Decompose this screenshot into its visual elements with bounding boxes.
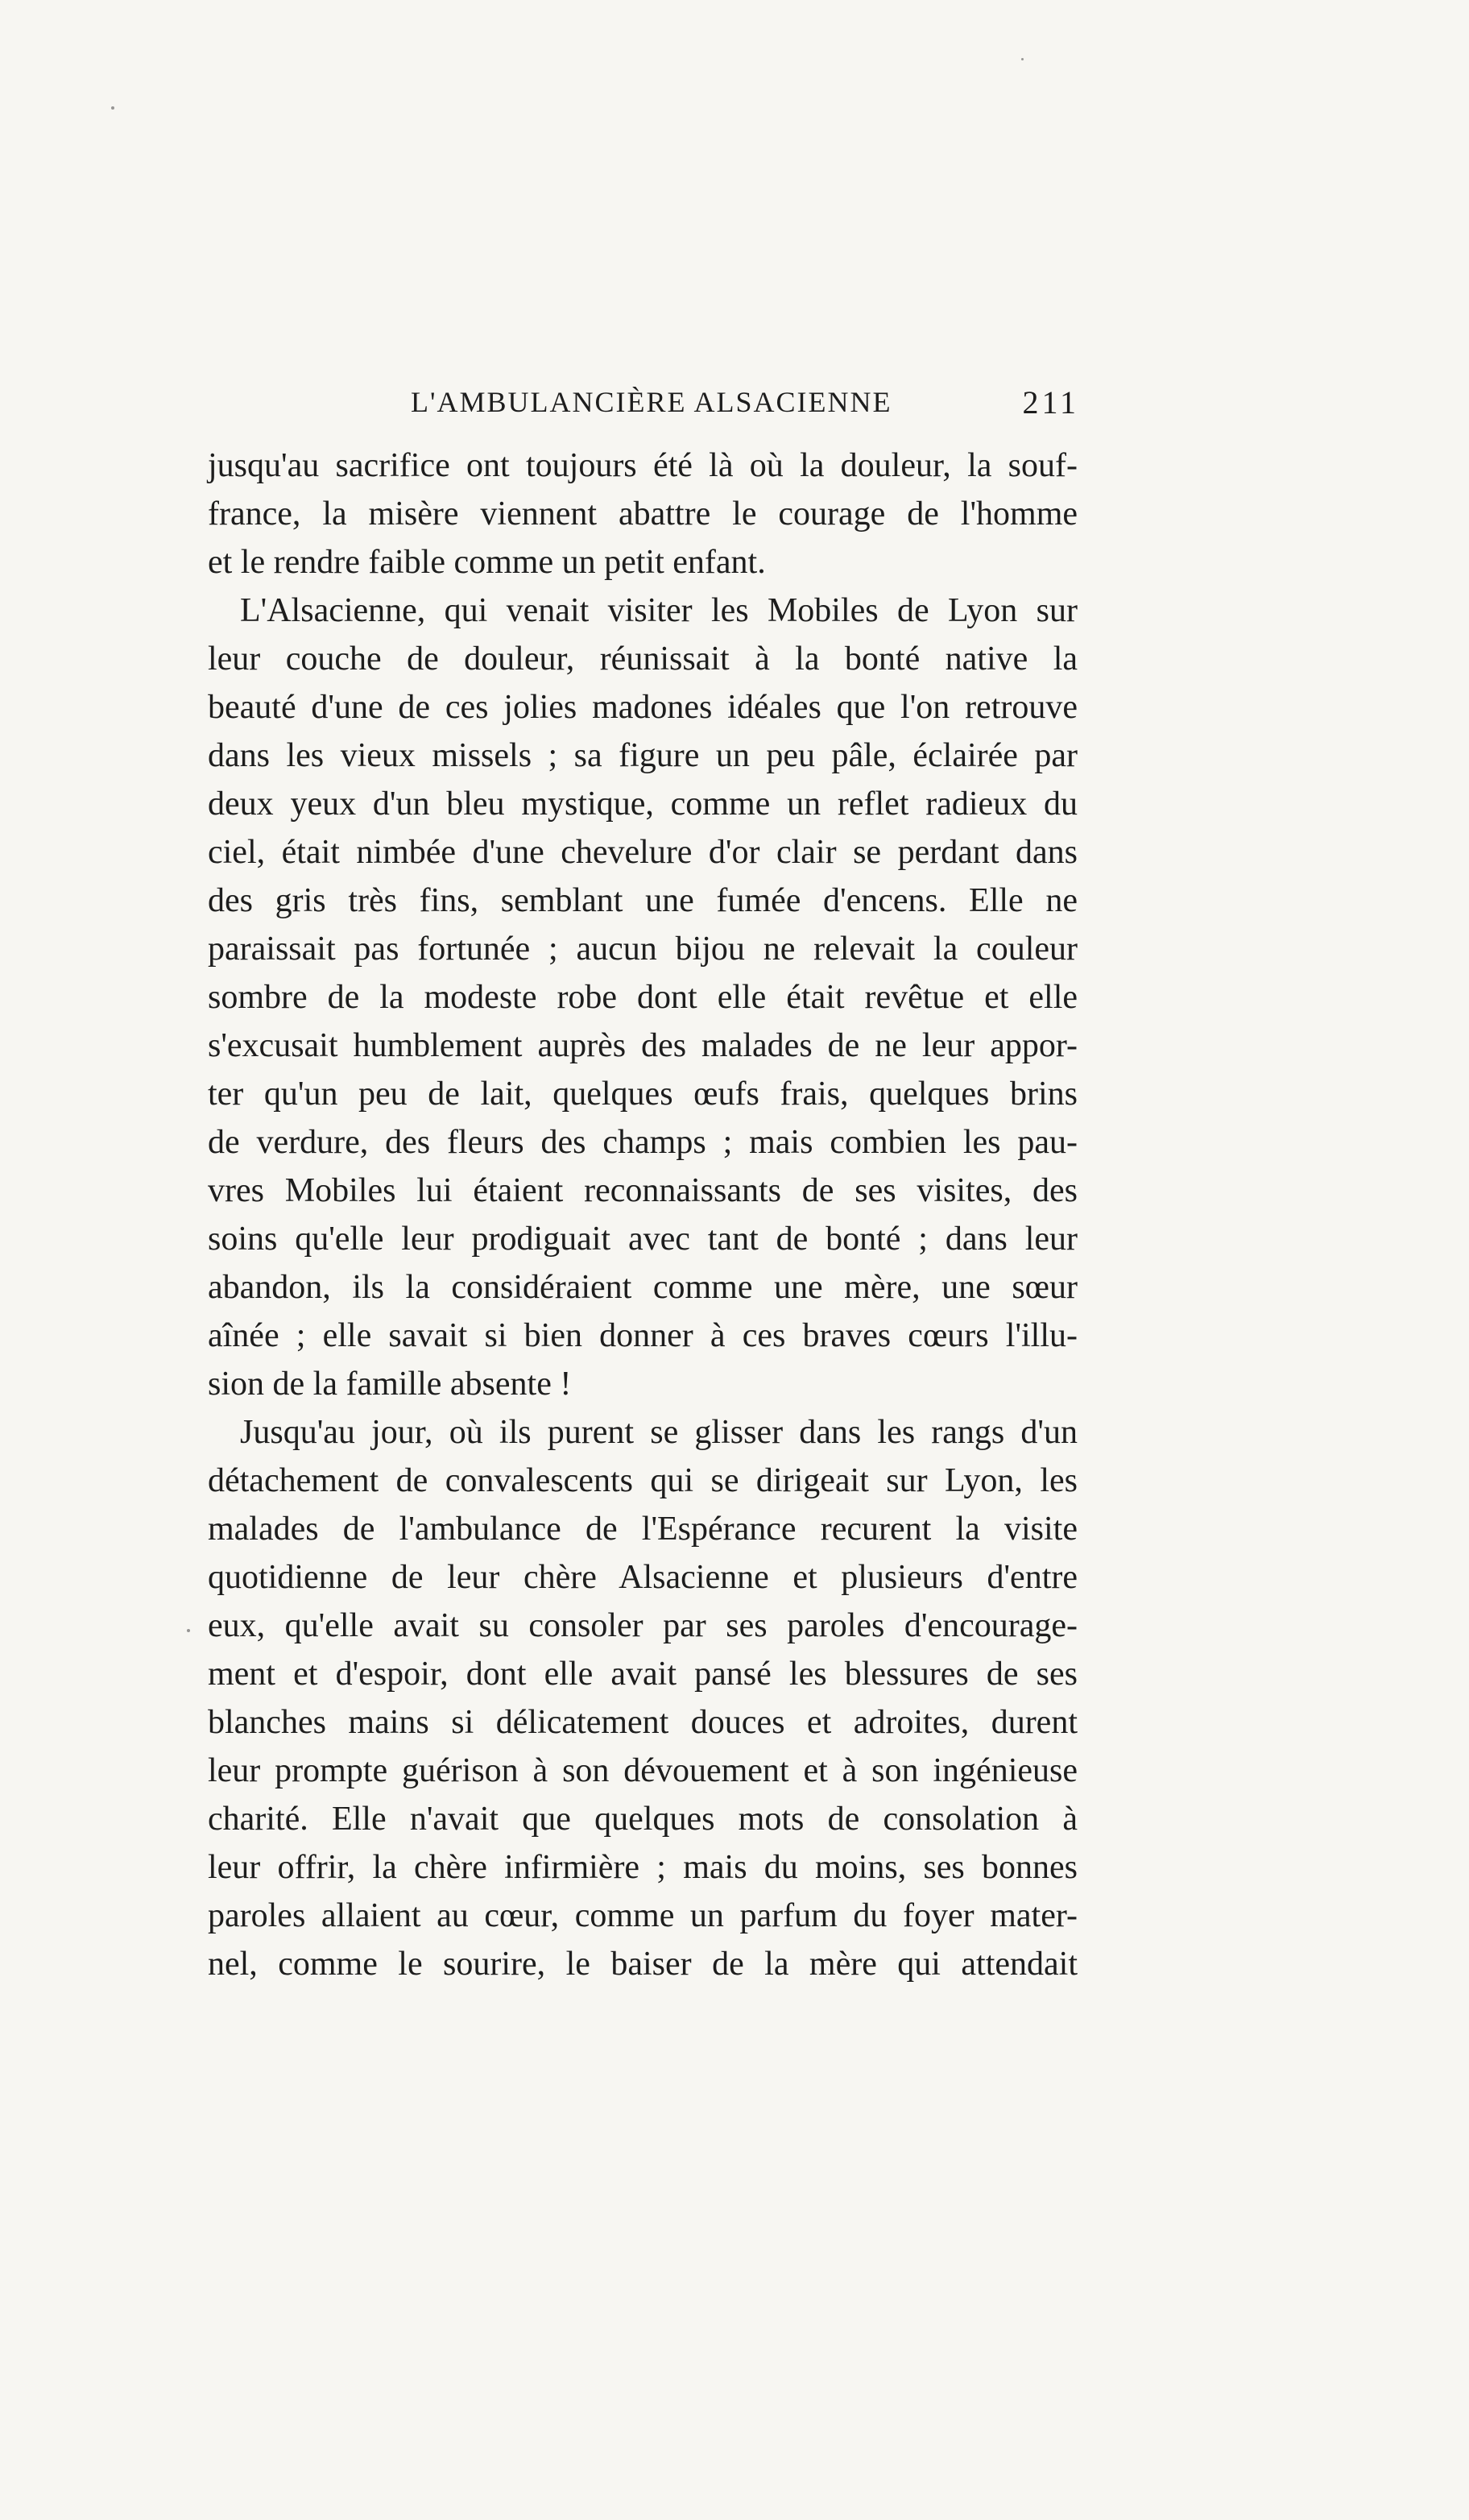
text-line: des gris très fins, semblant une fumée d'encens. Elle ne [208, 882, 1078, 919]
text-line: L'Alsacienne, qui venait visiter les Mobiles de Lyon sur [240, 592, 1078, 629]
text-line: ter qu'un peu de lait, quelques œufs frais, quelques brins [208, 1076, 1078, 1113]
text-line: beauté d'une de ces jolies madones idéales que l'on retrouve [208, 689, 1078, 726]
text-line: aînée ; elle savait si bien donner à ces braves cœurs l'illu- [208, 1317, 1078, 1354]
text-line: paroles allaient au cœur, comme un parfum du foyer mater- [208, 1897, 1078, 1934]
text-line: paraissait pas fortunée ; aucun bijou ne relevait la couleur [208, 930, 1078, 968]
text-line: ment et d'espoir, dont elle avait pansé les blessures de ses [208, 1656, 1078, 1693]
text-line: s'excusait humblement auprès des malades de ne leur appor- [208, 1027, 1078, 1064]
text-line: détachement de convalescents qui se dirigeait sur Lyon, les [208, 1462, 1078, 1499]
text-line: sion de la famille absente ! [208, 1366, 572, 1403]
text-line: soins qu'elle leur prodiguait avec tant de bonté ; dans leur [208, 1221, 1078, 1258]
text-line: abandon, ils la considéraient comme une mère, une sœur [208, 1269, 1078, 1306]
text-line: vres Mobiles lui étaient reconnaissants de ses visites, des [208, 1172, 1078, 1209]
text-line: france, la misère viennent abattre le courage de l'homme [208, 495, 1078, 533]
text-line: sombre de la modeste robe dont elle était revêtue et elle [208, 979, 1078, 1016]
text-line: et le rendre faible comme un petit enfant. [208, 544, 766, 581]
text-line: blanches mains si délicatement douces et adroites, durent [208, 1704, 1078, 1741]
running-title: L'AMBULANCIÈRE ALSACIENNE [411, 386, 892, 418]
body-text [208, 441, 1078, 1988]
text-line: quotidienne de leur chère Alsacienne et plusieurs d'entre [208, 1559, 1078, 1596]
text-line: nel, comme le sourire, le baiser de la mère qui attendait [208, 1946, 1078, 1983]
paragraph [208, 441, 1078, 586]
running-head [411, 379, 1079, 427]
text-line: de verdure, des fleurs des champs ; mais combien les pau- [208, 1124, 1078, 1161]
text-line: malades de l'ambulance de l'Espérance recurent la visite [208, 1511, 1078, 1548]
text-line: leur couche de douleur, réunissait à la bonté native la [208, 640, 1078, 678]
text-line: deux yeux d'un bleu mystique, comme un reflet radieux du [208, 785, 1078, 823]
paragraph [208, 1408, 1078, 1988]
text-line: charité. Elle n'avait que quelques mots de consolation à [208, 1801, 1078, 1838]
paper-speck [1021, 58, 1024, 60]
text-line: eux, qu'elle avait su consoler par ses paroles d'encourage- [208, 1607, 1078, 1644]
text-line: Jusqu'au jour, où ils purent se glisser dans les rangs d'un [240, 1414, 1078, 1451]
text-line: leur offrir, la chère infirmière ; mais du moins, ses bonnes [208, 1849, 1078, 1886]
text-line: dans les vieux missels ; sa figure un peu pâle, éclairée par [208, 737, 1078, 774]
text-line: jusqu'au sacrifice ont toujours été là où la douleur, la souf- [208, 447, 1078, 484]
text-line: ciel, était nimbée d'une chevelure d'or clair se perdant dans [208, 834, 1078, 871]
paragraph [208, 586, 1078, 1408]
text-line: leur prompte guérison à son dévouement et à son ingénieuse [208, 1752, 1078, 1789]
page-number: 211 [1022, 384, 1079, 421]
paper-speck [111, 106, 114, 110]
paper-speck [187, 1629, 190, 1632]
